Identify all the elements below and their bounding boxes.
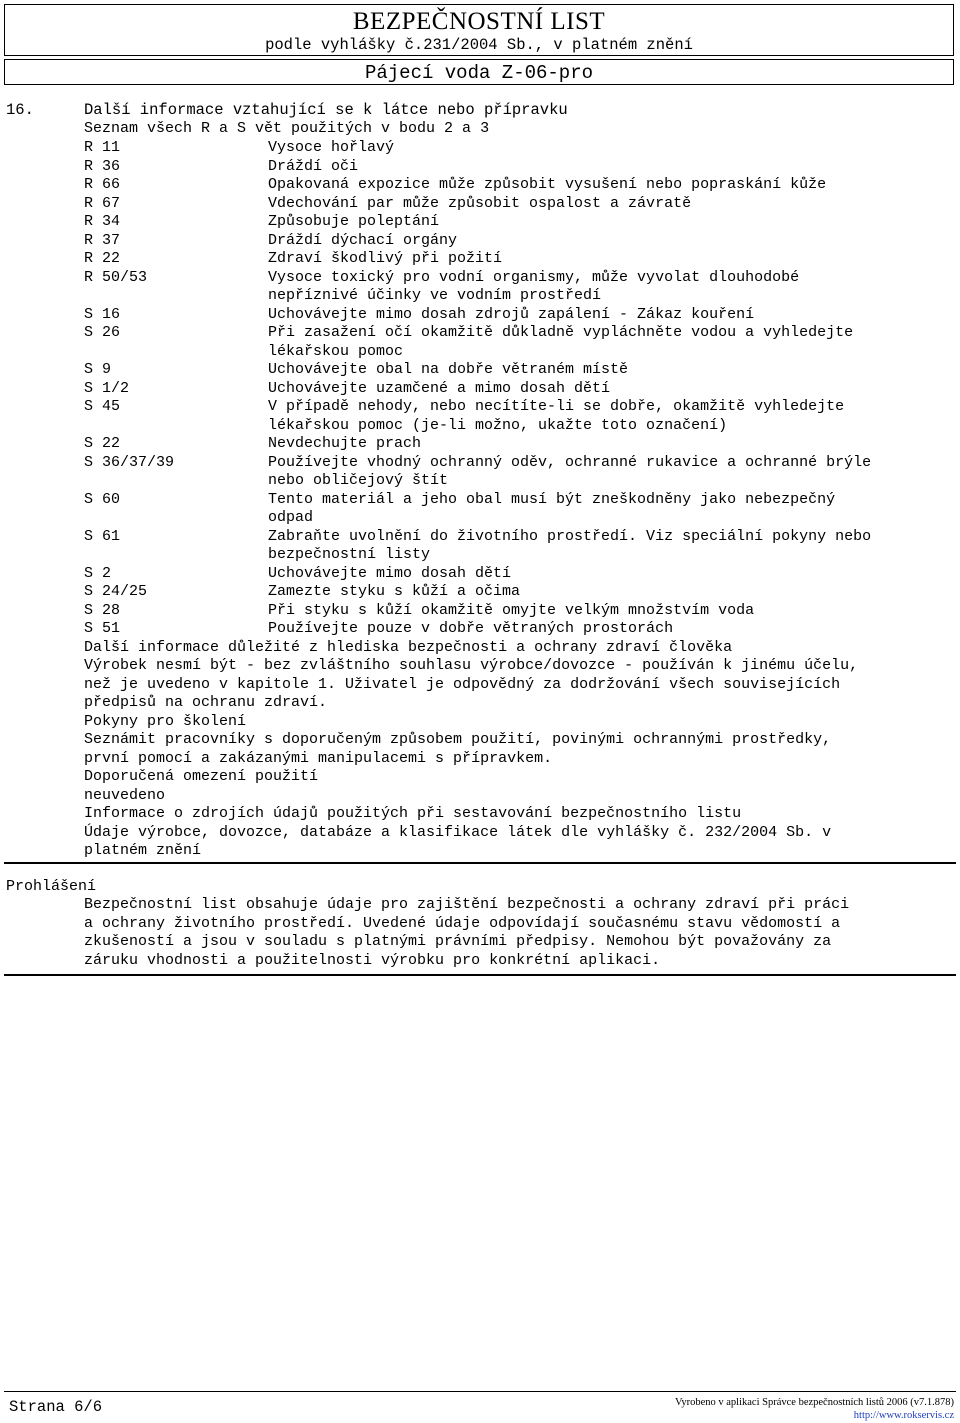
phrase-code: S 22 <box>84 435 121 452</box>
phrase-text: Používejte vhodný ochranný oděv, ochranné rukavice a ochranné brýle <box>268 453 872 471</box>
credit-text: Vyrobeno v aplikaci Správce bezpečnostních listů 2006 (v7.1.878) <box>674 1397 954 1408</box>
phrase-text: Způsobuje poleptání <box>268 213 440 230</box>
phrase-text: Zamezte styku s kůží a očima <box>268 583 521 600</box>
page-number: Strana 6/6 <box>9 1398 103 1416</box>
phrase-code: R 37 <box>84 231 121 249</box>
document-header <box>4 4 954 56</box>
info-text: platném znění <box>84 842 202 859</box>
phrase-code: S 51 <box>84 620 121 637</box>
info-text: předpisů na ochranu zdraví. <box>84 694 328 711</box>
info-text: neuvedeno <box>84 786 166 804</box>
footer-divider <box>4 1391 956 1392</box>
phrase-text: lékařskou pomoc (je-li možno, ukažte toto označení) <box>268 416 728 434</box>
section-title: Další informace vztahující se k látce nebo přípravku <box>84 101 568 119</box>
credit-link[interactable]: http://www.rokservis.cz <box>853 1410 954 1421</box>
phrase-text: Zdraví škodlivý při požití <box>268 250 503 267</box>
phrase-code: R 36 <box>84 157 121 175</box>
product-name: Pájecí voda Z-06-pro <box>364 62 594 84</box>
phrase-code: R 67 <box>84 194 121 212</box>
product-header <box>4 59 954 85</box>
declaration-line: zkušeností a jsou v souladu s platnými právními předpisy. Nemohou být považovány za <box>84 933 832 950</box>
phrase-code: S 1/2 <box>84 379 130 397</box>
phrase-code: S 26 <box>84 324 121 341</box>
footer-credit <box>675 1396 954 1422</box>
phrase-list-heading: Seznam všech R a S vět použitých v bodu 2 a 3 <box>84 120 490 137</box>
declaration-line: záruku vhodnosti a použitelnosti výrobku pro konkrétní aplikaci. <box>84 951 661 969</box>
phrase-text: Používejte pouze v dobře větraných prostorách <box>268 620 674 637</box>
phrase-code: S 9 <box>84 361 112 378</box>
phrase-code: R 11 <box>84 139 121 156</box>
info-heading: Další informace důležité z hlediska bezpečnosti a ochrany zdraví člověka <box>84 638 733 656</box>
phrase-text: Zabraňte uvolnění do životního prostředí. Viz speciální pokyny nebo <box>268 527 872 545</box>
phrase-text: Při zasažení očí okamžitě důkladně vypláchněte vodou a vyhledejte <box>268 324 854 341</box>
phrase-code: S 28 <box>84 601 121 619</box>
info-heading: Informace o zdrojích údajů použitých při sestavování bezpečnostního listu <box>84 805 742 822</box>
phrase-text: bezpečnostní listy <box>268 546 431 563</box>
declaration-label: Prohlášení <box>6 878 97 895</box>
phrase-text: nepříznivé účinky ve vodním prostředí <box>268 287 602 304</box>
phrase-text: Tento materiál a jeho obal musí být zneškodněny jako nebezpečný <box>268 490 836 508</box>
phrase-text: nebo obličejový štít <box>268 472 449 489</box>
phrase-code: R 50/53 <box>84 268 148 286</box>
info-text: než je uvedeno v kapitole 1. Uživatel je odpovědný za dodržování všech souvisejících <box>84 675 841 693</box>
document-subtitle: podle vyhlášky č.231/2004 Sb., v platném znění <box>265 36 693 54</box>
phrase-text: Opakovaná expozice může způsobit vysušení nebo popraskání kůže <box>268 176 827 193</box>
document-title: BEZPEČNOSTNÍ LIST <box>352 8 606 35</box>
info-heading: Pokyny pro školení <box>84 712 247 730</box>
section-number: 16. <box>6 101 34 119</box>
phrase-code: S 24/25 <box>84 583 148 600</box>
phrase-text: Při styku s kůží okamžitě omyjte velkým množstvím voda <box>268 601 755 619</box>
phrase-text: Uchovávejte mimo dosah dětí <box>268 564 512 582</box>
phrase-code: S 36/37/39 <box>84 453 175 471</box>
phrase-code: R 66 <box>84 176 121 193</box>
phrase-text: Dráždí dýchací orgány <box>268 231 458 249</box>
phrase-code: S 45 <box>84 398 121 415</box>
phrase-text: odpad <box>268 509 314 526</box>
info-heading: Doporučená omezení použití <box>84 768 319 785</box>
info-text: Výrobek nesmí být - bez zvláštního souhlasu výrobce/dovozce - používán k jinému účelu, <box>84 657 859 674</box>
phrase-code: S 61 <box>84 527 121 545</box>
phrase-text: Vysoce hořlavý <box>268 139 395 156</box>
section-divider <box>4 862 956 864</box>
info-text: Seznámit pracovníky s doporučeným způsobem použití, povinými ochrannými prostředky, <box>84 731 832 748</box>
phrase-text: Nevdechujte prach <box>268 435 422 452</box>
info-text: Údaje výrobce, dovozce, databáze a klasifikace látek dle vyhlášky č. 232/2004 Sb. v <box>84 823 832 841</box>
phrase-code: S 60 <box>84 490 121 508</box>
phrase-code: R 22 <box>84 250 121 267</box>
phrase-text: Vysoce toxický pro vodní organismy, může vyvolat dlouhodobé <box>268 268 800 286</box>
phrase-text: Uchovávejte mimo dosah zdrojů zapálení - Zákaz kouření <box>268 305 755 323</box>
phrase-code: R 34 <box>84 213 121 230</box>
phrase-text: Dráždí oči <box>268 157 359 175</box>
info-text: první pomocí a zakázanými manipulacemi s přípravkem. <box>84 749 553 767</box>
declaration-divider <box>4 974 956 976</box>
phrase-code: S 2 <box>84 564 112 582</box>
phrase-text: Vdechování par může způsobit ospalost a závratě <box>268 194 692 212</box>
phrase-text: Uchovávejte uzamčené a mimo dosah dětí <box>268 379 611 397</box>
phrase-text: Uchovávejte obal na dobře větraném místě <box>268 361 629 378</box>
declaration-line: a ochrany životního prostředí. Uvedené údaje odpovídají současnému stavu vědomostí a <box>84 914 841 932</box>
phrase-code: S 16 <box>84 305 121 323</box>
phrase-text: lékařskou pomoc <box>268 342 404 360</box>
phrase-text: V případě nehody, nebo necítíte-li se dobře, okamžitě vyhledejte <box>268 398 845 415</box>
declaration-line: Bezpečnostní list obsahuje údaje pro zajištění bezpečnosti a ochrany zdraví při práci <box>84 896 850 913</box>
